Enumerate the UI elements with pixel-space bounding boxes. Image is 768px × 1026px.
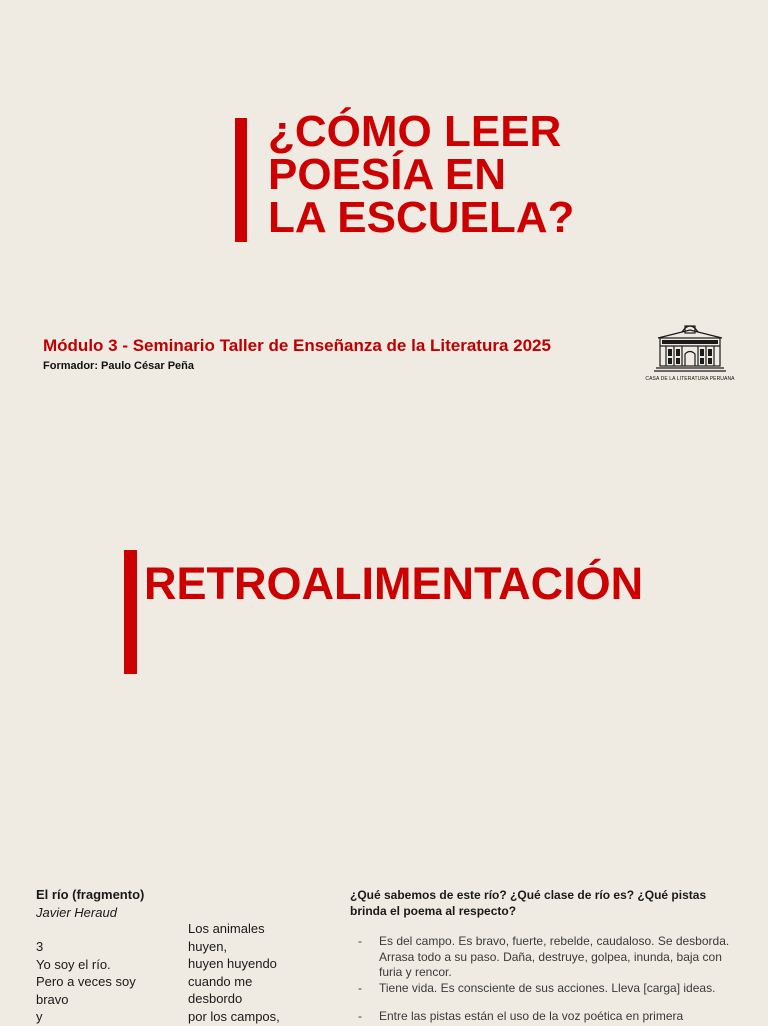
institution-logo xyxy=(640,318,740,382)
poem-line: Yo soy el río. xyxy=(36,956,111,972)
poem-line: Los animales xyxy=(188,921,265,936)
logo-caption: CASA DE LA LITERATURA PERUANA xyxy=(645,376,735,382)
title-line: POESÍA EN xyxy=(268,150,506,199)
poem-line: desbordo xyxy=(188,991,243,1006)
title-line: ¿CÓMO LEER xyxy=(268,107,562,156)
module-subtitle: Módulo 3 - Seminario Taller de Enseñanza de la Literatura 2025 xyxy=(43,336,551,355)
poem-line: huyen huyendo xyxy=(188,956,277,971)
feedback-answers xyxy=(358,934,738,1025)
poem-author: Javier Heraud xyxy=(36,905,117,920)
poem-column-right xyxy=(188,920,280,1025)
poem-line: huyen, xyxy=(188,938,228,954)
poem-header xyxy=(36,886,144,922)
building-icon xyxy=(652,318,728,374)
section-title: RETROALIMENTACIÓN xyxy=(144,558,644,609)
poem-line: bravo xyxy=(36,991,69,1007)
title-accent-bar xyxy=(235,118,247,242)
answer-item: - Es del campo. Es bravo, fuerte, rebelde, caudaloso. Se desborda. Arrasa todo a su paso. Daña, destruye, golpea, inunda, baja con furia y rencor. xyxy=(358,934,738,981)
poem-line: y xyxy=(36,1009,43,1024)
trainer-name: Formador: Paulo César Peña xyxy=(43,360,194,372)
feedback-question: ¿Qué sabemos de este río? ¿Qué clase de río es? ¿Qué pistas brinda el poema al respecto? xyxy=(350,888,707,918)
section-accent-bar xyxy=(124,550,137,674)
answer-item: - Entre las pistas están el uso de la voz poética en primera xyxy=(358,1009,738,1025)
answer-item: - Tiene vida. Es consciente de sus acciones. Lleva [carga] ideas. xyxy=(358,981,738,997)
poem-line: cuando me xyxy=(188,973,253,989)
poem-title: El río (fragmento) xyxy=(36,887,145,902)
poem-line: 3 xyxy=(36,939,44,954)
presentation-title xyxy=(268,107,575,242)
title-line: LA ESCUELA? xyxy=(268,193,575,242)
poem-line: Pero a veces soy xyxy=(36,974,136,989)
poem-line: por los campos, xyxy=(188,1008,280,1024)
poem-column-left xyxy=(36,938,136,1026)
